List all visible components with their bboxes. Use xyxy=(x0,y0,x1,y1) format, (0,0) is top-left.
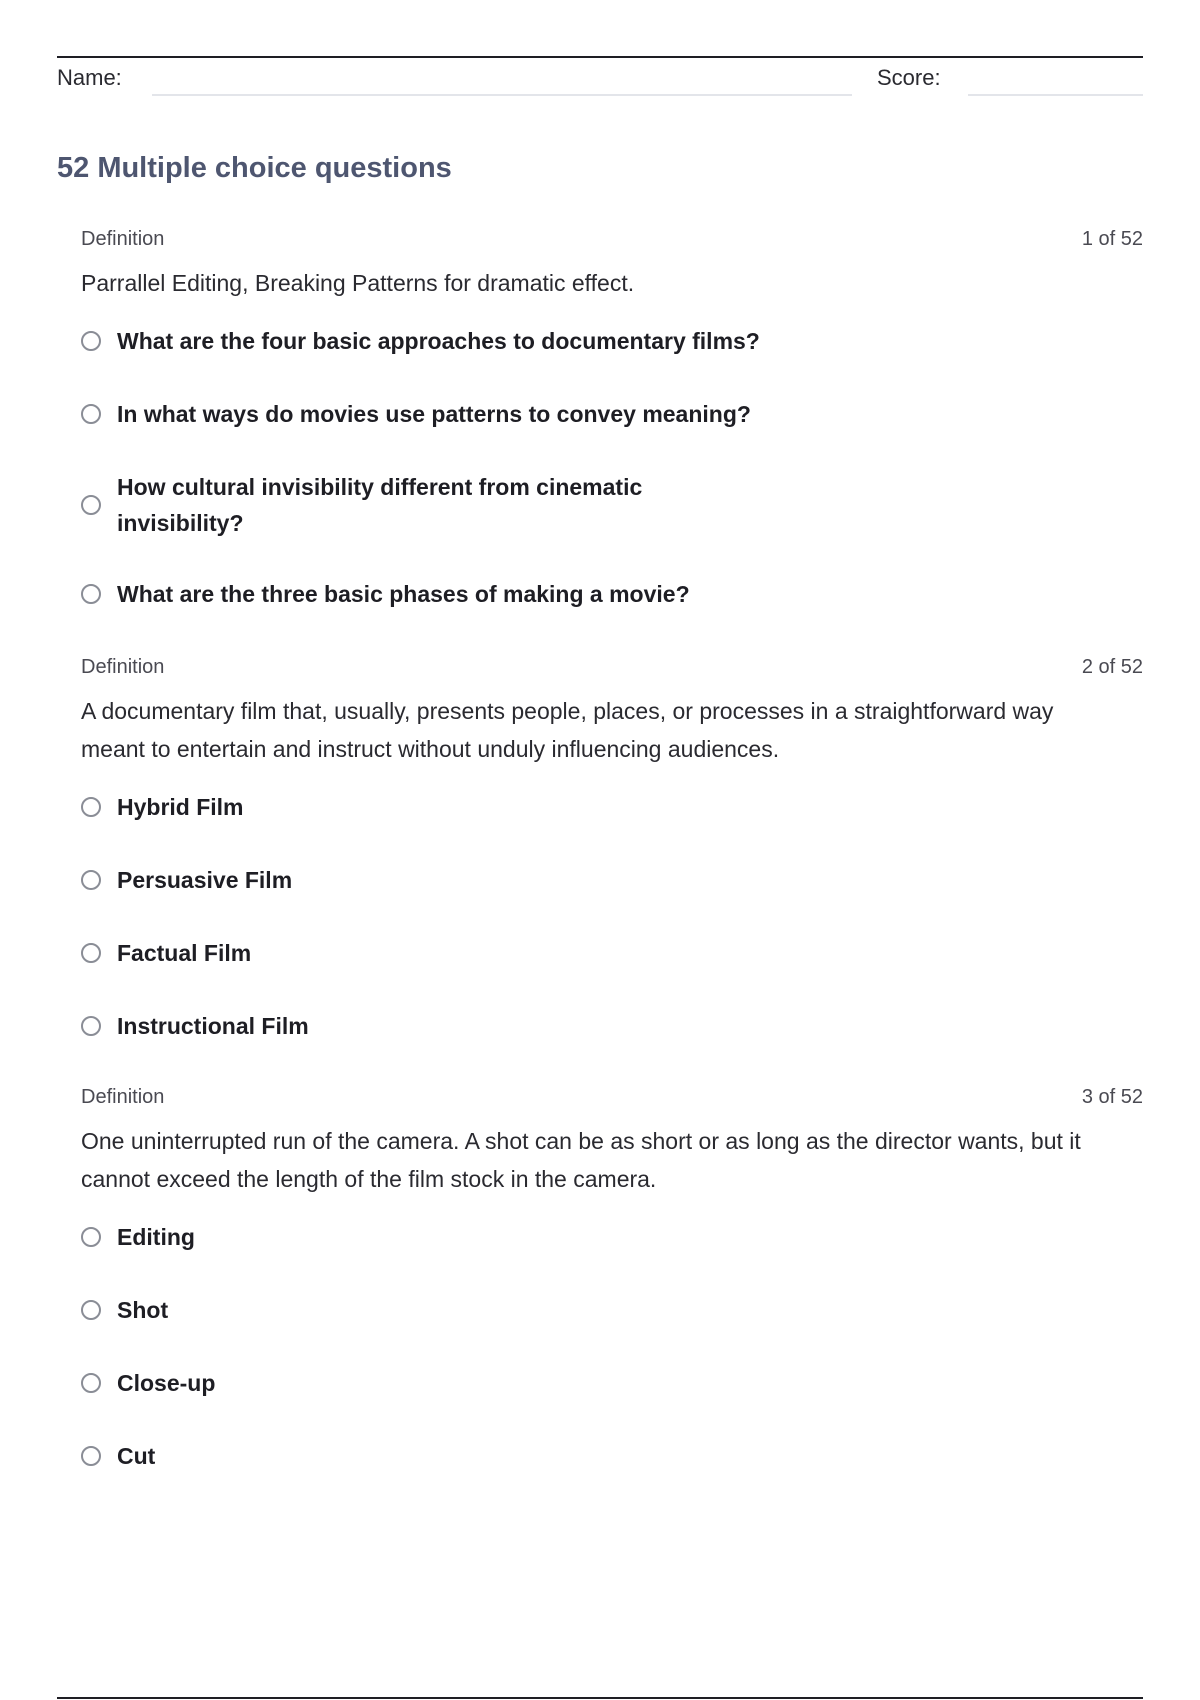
question-meta xyxy=(81,1084,1143,1110)
score-field[interactable] xyxy=(968,94,1143,96)
radio-button-icon[interactable] xyxy=(81,1300,101,1320)
radio-button-icon[interactable] xyxy=(81,495,101,515)
answer-option-2[interactable] xyxy=(81,1291,1143,1329)
name-label: Name: xyxy=(57,65,122,90)
answer-option-label: Cut xyxy=(117,1443,156,1469)
answer-option-label: What are the three basic phases of making a movie? xyxy=(117,581,690,607)
answer-option-3[interactable] xyxy=(81,934,1143,972)
question-3 xyxy=(81,1084,1143,1510)
answer-option-label: Close-up xyxy=(117,1370,216,1396)
question-meta xyxy=(81,226,1143,252)
radio-button-icon[interactable] xyxy=(81,1227,101,1247)
question-2 xyxy=(81,654,1143,1080)
bottom-rule xyxy=(57,1697,1143,1699)
answer-option-1[interactable] xyxy=(81,788,1143,826)
answer-option-label: Editing xyxy=(117,1224,195,1250)
top-rule xyxy=(57,56,1143,58)
answer-options xyxy=(81,788,1143,1045)
answer-option-4[interactable] xyxy=(81,575,1143,613)
answer-option-3[interactable] xyxy=(81,1364,1143,1402)
question-counter: 2 of 52 xyxy=(1081,656,1143,678)
answer-option-2[interactable] xyxy=(81,861,1143,899)
answer-option-1[interactable] xyxy=(81,1218,1143,1256)
answer-option-2[interactable] xyxy=(81,395,1143,433)
answer-option-4[interactable] xyxy=(81,1007,1143,1045)
header-row xyxy=(57,64,1143,96)
answer-option-label: Instructional Film xyxy=(117,1013,309,1039)
radio-button-icon[interactable] xyxy=(81,1016,101,1036)
answer-options xyxy=(81,322,1143,613)
answer-option-label: Persuasive Film xyxy=(117,867,293,893)
radio-button-icon[interactable] xyxy=(81,943,101,963)
question-type-label: Definition xyxy=(81,1086,165,1108)
question-1 xyxy=(81,226,1143,648)
radio-button-icon[interactable] xyxy=(81,584,101,604)
question-type-label: Definition xyxy=(81,656,165,678)
answer-option-label: Factual Film xyxy=(117,940,252,966)
question-prompt: A documentary film that, usually, presents people, places, or processes in a straightforward way meant to entertain and instruct without unduly influencing audiences. xyxy=(81,698,1054,762)
question-counter: 3 of 52 xyxy=(1081,1086,1143,1108)
section-title: 52 Multiple choice questions xyxy=(57,152,452,184)
answer-option-4[interactable] xyxy=(81,1437,1143,1475)
radio-button-icon[interactable] xyxy=(81,1373,101,1393)
answer-option-label: How cultural invisibility different from cinematic invisibility? xyxy=(117,474,643,536)
question-meta xyxy=(81,654,1143,680)
answer-options xyxy=(81,1218,1143,1475)
question-prompt: Parrallel Editing, Breaking Patterns for dramatic effect. xyxy=(81,270,635,296)
answer-option-1[interactable] xyxy=(81,322,1143,360)
radio-button-icon[interactable] xyxy=(81,404,101,424)
radio-button-icon[interactable] xyxy=(81,870,101,890)
answer-option-3[interactable] xyxy=(81,468,1143,542)
radio-button-icon[interactable] xyxy=(81,331,101,351)
radio-button-icon[interactable] xyxy=(81,1446,101,1466)
answer-option-label: Shot xyxy=(117,1297,169,1323)
question-counter: 1 of 52 xyxy=(1081,228,1143,250)
name-field[interactable] xyxy=(152,94,852,96)
score-label: Score: xyxy=(877,65,941,90)
question-prompt: One uninterrupted run of the camera. A shot can be as short or as long as the director wants, but it cannot exceed the length of the film stock in the camera. xyxy=(81,1128,1081,1192)
answer-option-label: What are the four basic approaches to documentary films? xyxy=(117,328,760,354)
answer-option-label: Hybrid Film xyxy=(117,794,244,820)
answer-option-label: In what ways do movies use patterns to convey meaning? xyxy=(117,401,751,427)
question-type-label: Definition xyxy=(81,228,165,250)
radio-button-icon[interactable] xyxy=(81,797,101,817)
